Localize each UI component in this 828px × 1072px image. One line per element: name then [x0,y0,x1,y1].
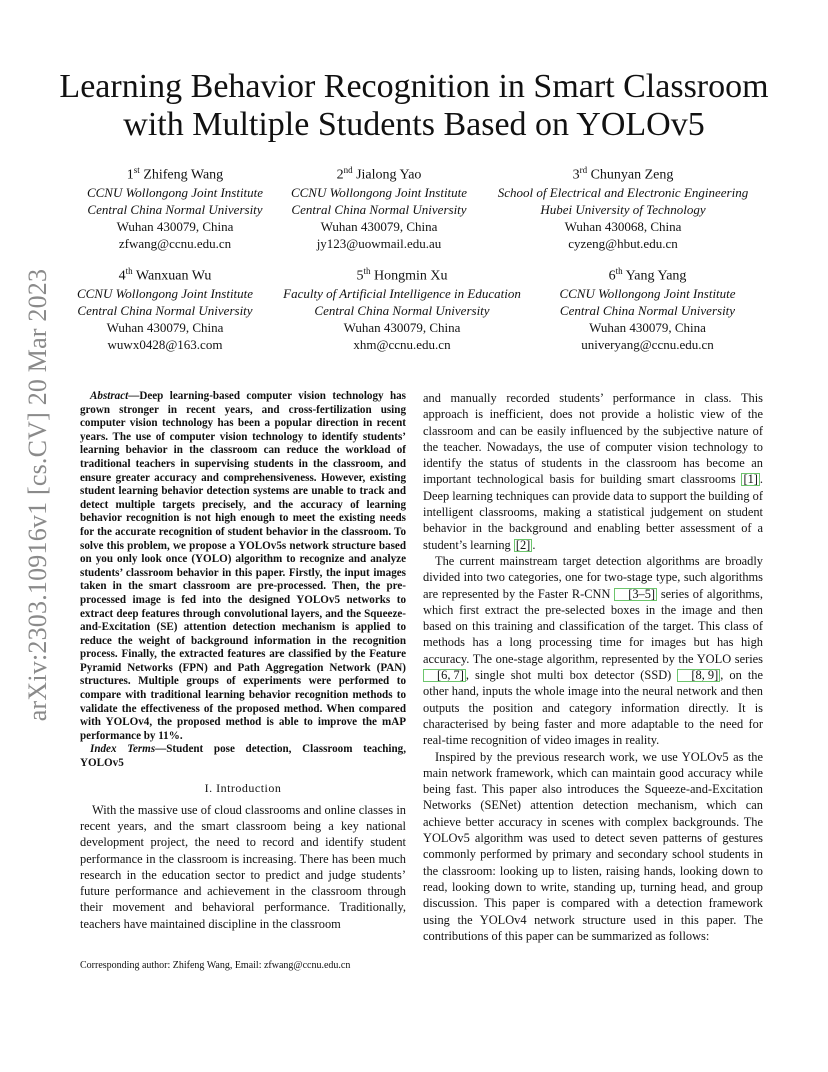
arxiv-stamp: arXiv:2303.10916v1 [cs.CV] 20 Mar 2023 [23,268,52,722]
section-heading: I. Introduction [204,780,282,795]
title-line-1: Learning Behavior Recognition in Smart Classroom [59,68,769,105]
author-3: 3rd Chunyan Zeng School of Electrical and Electronic Engineering Hubei University of Technology Wuhan 430068, China cyzeng@hbut.edu.cn [497,165,749,251]
citation-link[interactable]: [1] [743,472,758,487]
abstract: Abstract—Deep learning-based computer vision technology has grown stronger in recent years, and cross-fertilization using computer vision technology has been a popular direction in recent years. The use of computer vision technology to identify students’ learning behavior in the classroom can reduce the workload of traditional teachers in supervising students in the classroom, and ensure greater accuracy and comprehensiveness. However, existing student learning behavior detection systems are unable to track and detect multiple targets precisely, and the accuracy of learning behavior recognition is not high enough to meet the existing needs for the accurate recognition of student behavior in the classroom. To solve this problem, we propose a YOLOv5s network structure based on you only look once (YOLO) algorithm to recognize and analyze students’ classroom behavior in this paper. Firstly, the input images taken in the smart classroom are pre-processed. Then, the pre-processed image is fed into the designed YOLOv5 networks to extract deep features through convolutional layers, and the Squeeze-and-Excitation (SE) attention detection mechanism is applied to reduce the weight of background information in the recognition process. Finally, the extracted features are classified by the Feature Pyramid Networks (FPN) and Path Aggregation Network (PAN) structures. Multiple groups of experiments were performed to compare with traditional learning behavior recognition methods to validate the effectiveness of the proposed method. When compared with YOLOv4, the proposed method is able to improve the mAP performance by 11%. [80,390,406,742]
footnote: Corresponding author: Zhifeng Wang, Email: zfwang@ccnu.edu.cn [80,960,351,971]
right-paragraph-1: and manually recorded students’ performance in class. This approach is inefficient, does not provide a holistic view of the classroom and can be easily influenced by the subjective nature of the teacher. Nowadays, the use of computer vision technology to identify the status of students in the classroom has become an important technological basis for building smart classrooms [1] . Deep learning techniques can provide data to support the building of intelligent classrooms, making a statistical judgement on student behavior in the background and enabling better assessment of a student’s learning [2] . [423,391,763,552]
right-column [423,390,763,944]
author-1: 1st Zhifeng Wang CCNU Wollongong Joint Institute Central China Normal University Wuhan 430079, China zfwang@ccnu.edu.cn [86,165,264,251]
author-2: 2nd Jialong Yao CCNU Wollongong Joint Institute Central China Normal University Wuhan 430079, China jy123@uowmail.edu.au [290,165,468,251]
author-4: 4th Wanxuan Wu CCNU Wollongong Joint Institute Central China Normal University Wuhan 430079, China wuwx0428@163.com [76,266,254,352]
left-column [80,390,406,932]
citation-link[interactable]: [3–5] [614,588,657,601]
right-paragraph-3: Inspired by the previous research work, we use YOLOv5 as the main network framework, which can maintain good accuracy while being fast. This paper also introduces the Squeeze-and-Excitation Networks (SENet) attention detection mechanism, which can achieve better accuracy in scenes with complex backgrounds. The YOLOv5 algorithm was used to detect seven patterns of gestures commonly performed by primary and secondary school students in the classroom: looking up to listen, raising hands, looking down to read, looking down to write, standing up, turning head, and group discussion. This paper is compared with a detection framework using the YOLOv4 network structure used in this paper. The contributions of this paper can be summarized as follows: [423,749,763,943]
index-terms: Index Terms—Student pose detection, Classroom teaching, YOLOv5 [80,743,406,770]
title-line-2: with Multiple Students Based on YOLOv5 [123,106,705,143]
author-6: 6th Yang Yang CCNU Wollongong Joint Institute Central China Normal University Wuhan 430079, China univeryang@ccnu.edu.cn [559,266,736,352]
author-5: 5th Hongmin Xu Faculty of Artificial Intelligence in Education Central China Normal University Wuhan 430079, China xhm@ccnu.edu.cn [283,266,521,352]
intro-paragraph-1: With the massive use of cloud classrooms and online classes in recent years, and the smart classroom being a key national development project, the need to record and identify student performance in the classroom is increasing. There has been much research in the education sector to predict and judge students’ future performance and achievement in the classroom through their movement and behavioral performance. Traditionally, teachers have maintained discipline in the classroom [80,802,406,931]
citation-link[interactable]: [2] [515,537,531,552]
citation-link[interactable]: [6, 7] [423,669,466,682]
right-paragraph-2: The current mainstream target detection algorithms are broadly divided into two categories, one for two-stage type, such algorithms are represented by the Faster R-CNN [3–5] series of algorithms, which first extract the pre-selected boxes in the image and then based on this training and classification of the target. This class of methods has a long processing time for images but has high accuracy. The one-stage algorithm, represented by the YOLO series [6, 7] , single shot multi box detector (SSD) [8, 9] , on the other hand, inputs the whole image into the neural network and then outputs the position and category information directly. It is characterised by being faster and more adaptable to the need for real-time recognition of video images in reality. [423,553,763,748]
citation-link[interactable]: [8, 9] [677,669,720,682]
paper-title [40,68,788,144]
